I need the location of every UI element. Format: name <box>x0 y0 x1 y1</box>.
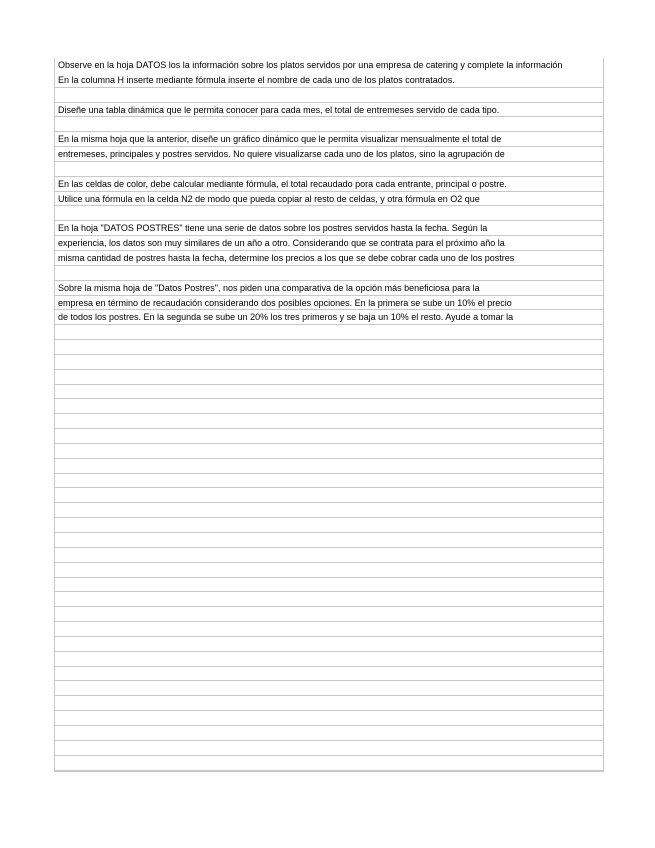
text-row[interactable]: experiencia, los datos son muy similares de un año a otro. Considerando que se contrata para el próximo año la <box>55 236 603 251</box>
empty-row[interactable] <box>55 206 603 221</box>
empty-row[interactable] <box>55 622 603 637</box>
empty-row[interactable] <box>55 399 603 414</box>
empty-row[interactable] <box>55 503 603 518</box>
empty-row[interactable] <box>55 533 603 548</box>
empty-row[interactable] <box>55 741 603 756</box>
empty-row[interactable] <box>55 444 603 459</box>
empty-row[interactable] <box>55 414 603 429</box>
empty-row[interactable] <box>55 266 603 281</box>
text-row[interactable]: En la misma hoja que la anterior, diseñe un gráfico dinámico que le permita visualizar mensualmente el total de <box>55 132 603 147</box>
empty-row[interactable] <box>55 637 603 652</box>
empty-row[interactable] <box>55 459 603 474</box>
text-row[interactable]: Diseñe una tabla dinámica que le permita conocer para cada mes, el total de entremeses servido de cada tipo. <box>55 103 603 118</box>
spreadsheet-grid <box>54 58 604 772</box>
text-row[interactable]: Utilice una fórmula en la celda N2 de modo que pueda copiar al resto de celdas, y otra fórmula en O2 que <box>55 192 603 207</box>
empty-row[interactable] <box>55 117 603 132</box>
empty-row[interactable] <box>55 607 603 622</box>
empty-row[interactable] <box>55 563 603 578</box>
empty-row[interactable] <box>55 592 603 607</box>
text-row[interactable]: misma cantidad de postres hasta la fecha, determine los precios a los que se debe cobrar cada uno de los postres <box>55 251 603 266</box>
empty-row[interactable] <box>55 474 603 489</box>
text-row[interactable]: Sobre la misma hoja de "Datos Postres", nos piden una comparativa de la opción más beneficiosa para la <box>55 281 603 296</box>
empty-row[interactable] <box>55 756 603 771</box>
empty-row[interactable] <box>55 711 603 726</box>
text-row[interactable]: Observe en la hoja DATOS los la información sobre los platos servidos por una empresa de catering y complete la información <box>58 60 563 70</box>
text-row[interactable]: empresa en término de recaudación considerando dos posibles opciones. En la primera se sube un 10% el precio <box>55 296 603 311</box>
text-row[interactable]: En la columna H inserte mediante fórmula inserte el nombre de cada uno de los platos contratados. <box>55 73 603 88</box>
text-row[interactable]: En la hoja "DATOS POSTRES" tiene una serie de datos sobre los postres servidos hasta la fecha. Según la <box>55 221 603 236</box>
empty-row[interactable] <box>55 518 603 533</box>
empty-row[interactable] <box>55 429 603 444</box>
empty-row[interactable] <box>55 681 603 696</box>
empty-row[interactable] <box>55 488 603 503</box>
empty-row[interactable] <box>55 340 603 355</box>
empty-row[interactable] <box>55 385 603 400</box>
text-row[interactable]: En las celdas de color, debe calcular mediante fórmula, el total recaudado pora cada entrante, principal o postre. <box>55 177 603 192</box>
empty-row[interactable] <box>55 696 603 711</box>
empty-row[interactable] <box>55 88 603 103</box>
empty-row[interactable] <box>55 355 603 370</box>
empty-row[interactable] <box>55 652 603 667</box>
empty-row[interactable] <box>55 548 603 563</box>
empty-row[interactable] <box>55 667 603 682</box>
empty-row[interactable] <box>55 578 603 593</box>
text-row[interactable]: de todos los postres. En la segunda se sube un 20% los tres primeros y se baja un 10% el resto. Ayude a tomar la <box>55 310 603 325</box>
text-row[interactable]: entremeses, principales y postres servidos. No quiere visualizarse cada uno de los platos, sino la agrupación de <box>55 147 603 162</box>
empty-row[interactable] <box>55 726 603 741</box>
empty-row[interactable] <box>55 370 603 385</box>
empty-row[interactable] <box>55 162 603 177</box>
empty-row[interactable] <box>55 325 603 340</box>
